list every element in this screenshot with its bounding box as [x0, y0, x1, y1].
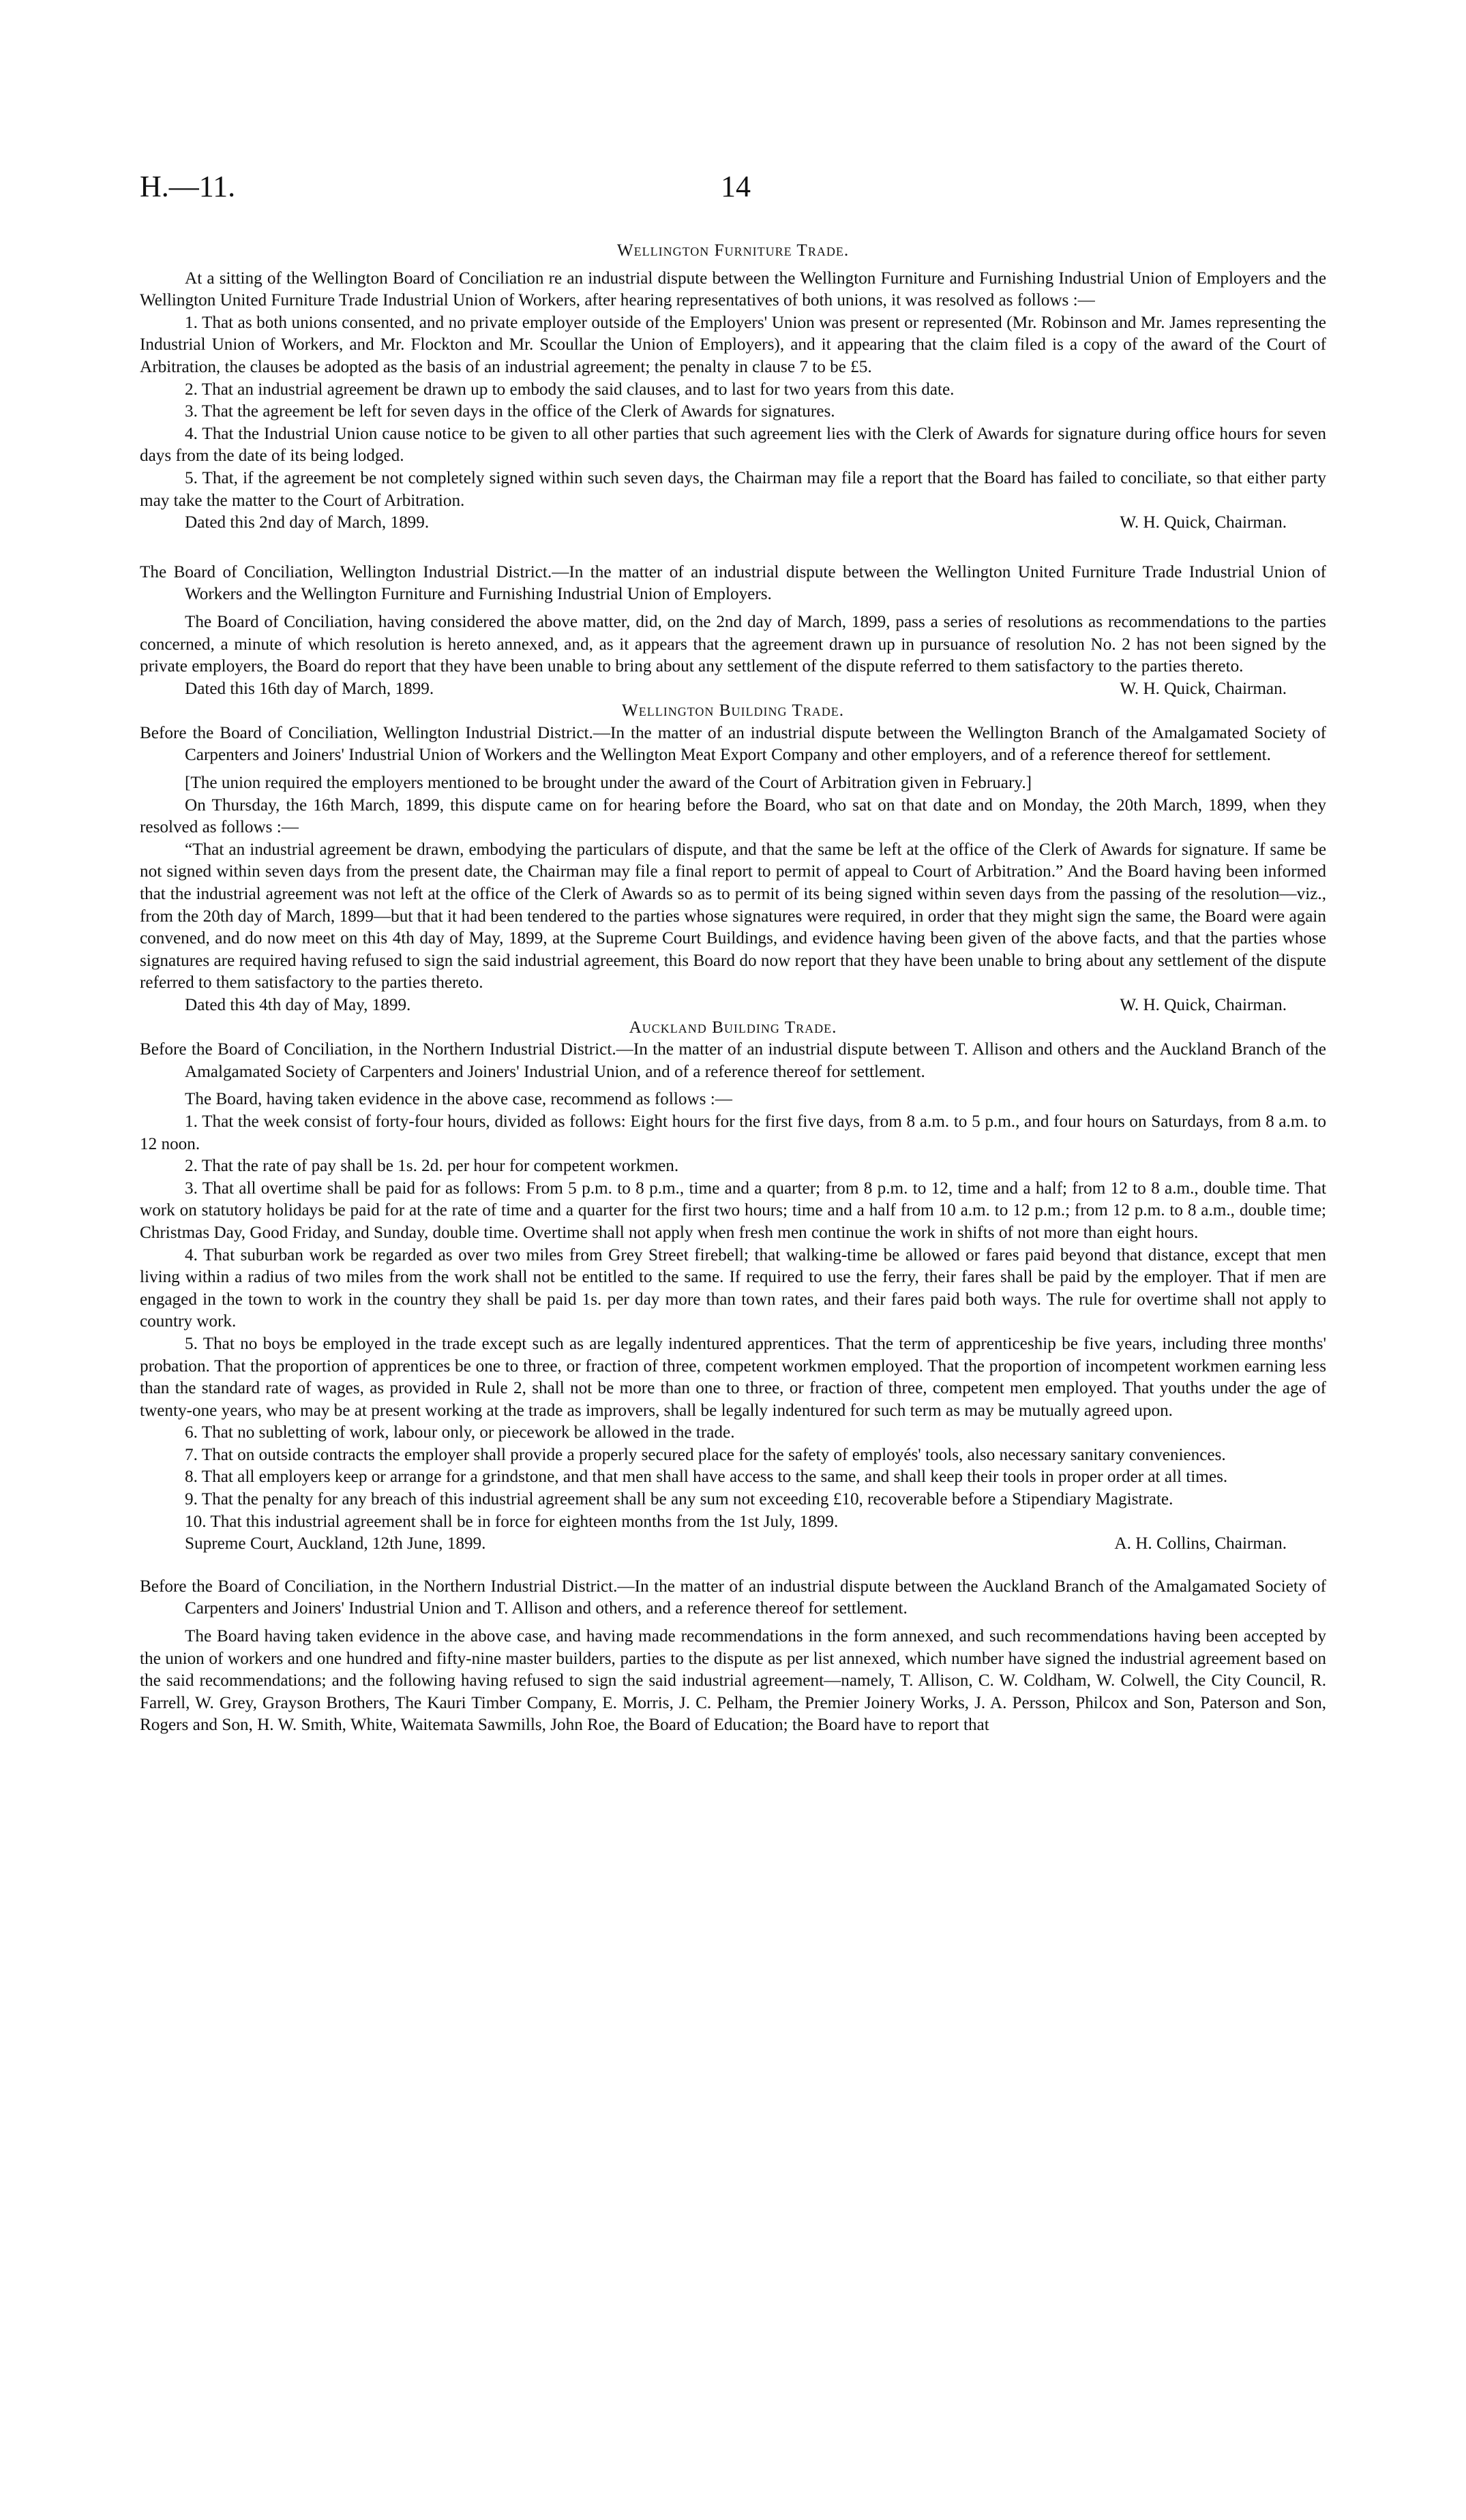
section4-item-6: 6. That no subletting of work, labour only, or piecework be allowed in the trade. [185, 1423, 735, 1442]
section4-signatory: A. H. Collins, Chairman. [1114, 1534, 1287, 1553]
section4-intro: The Board, having taken evidence in the above case, recommend as follows :— [185, 1090, 732, 1109]
section1-item-1: 1. That as both unions consented, and no private employer outside of the Employers' Union was present or represented (Mr. Robinson and Mr. James representing the Industrial Union of Workers, and Mr. Flockton and Mr. Scoullar the Union of Employers), and it appearing that the claim filed is a copy of the award of the Court of Arbitration, the clauses be adopted as the basis of an industrial agreement; the penalty in clause 7 to be £5. [140, 313, 1326, 376]
section1-signature-line [140, 512, 1326, 534]
section4-item-9: 9. That the penalty for any breach of this industrial agreement shall be any sum not exceeding £10, recoverable before a Stipendiary Magistrate. [185, 1490, 1173, 1509]
page-number: 14 [721, 170, 751, 203]
section3-note: [The union required the employers mentioned to be brought under the award of the Court of Arbitration given in February.] [185, 774, 1032, 793]
section3-signatory: W. H. Quick, Chairman. [1120, 996, 1287, 1014]
section3-para2: “That an industrial agreement be drawn, embodying the particulars of dispute, and that the same be left at the office of the Clerk of Awards for signature. If same be not signed within seven days from the present date, the Chairman may file a final report to permit of appeal to Court of Arbitration.” And the Board having been informed that the industrial agreement was not left at the office of the Clerk of Awards so as to permit of its being signed within seven days from the passing of the resolution—viz., from the 20th day of March, 1899—but that it had been tendered to the parties whose signatures were required, in order that they might sign the same, the Board were again convened, and do now meet on this 4th day of May, 1899, at the Supreme Court Buildings, and evidence having been given of the above facts, and that the parties whose signatures are required having refused to sign the said industrial agreement, this Board do now report that they have been unable to bring about any settlement of the dispute referred to them satisfactory to the parties thereto. [140, 840, 1326, 992]
section4-caption: Before the Board of Conciliation, in the Northern Industrial District.—In the matter of an industrial dispute between T. Allison and others and the Auckland Branch of the Amalgamated Society of Carpenters and Joiners' Industrial Union, and of a reference thereof for settlement. [140, 1040, 1326, 1081]
section4-signature-line [140, 1533, 1326, 1555]
section5-caption: Before the Board of Conciliation, in the Northern Industrial District.—In the matter of an industrial dispute between the Auckland Branch of the Amalgamated Society of Carpenters and Joiners' Industrial Union and T. Allison and others, and a reference thereof for settlement. [140, 1577, 1326, 1618]
section2-dated: Dated this 16th day of March, 1899. [185, 679, 434, 698]
section2-signatory: W. H. Quick, Chairman. [1120, 679, 1287, 698]
section2-signature-line [140, 678, 1326, 701]
section3-dated: Dated this 4th day of May, 1899. [185, 996, 411, 1014]
section4-dated: Supreme Court, Auckland, 12th June, 1899. [185, 1534, 486, 1553]
section4-item-5: 5. That no boys be employed in the trade except such as are legally indentured apprentices. That the term of apprenticeship be five years, including three months' probation. That the proportion of apprentices be one to three, or fraction of three, competent workmen employed. That the proportion of incompetent workmen earning less than the standard rate of wages, as provided in Rule 2, shall not be more than one to three, or fraction of three, competent men employed. That youths under the age of twenty-one years, who may be at present working at the trade as improvers, shall be legally indentured for such term as may be mutually agreed upon. [140, 1334, 1326, 1420]
section-title-wellington-furniture: Wellington Furniture Trade. [616, 241, 850, 260]
section4-item-1: 1. That the week consist of forty-four hours, divided as follows: Eight hours for the first five days, from 8 a.m. to 5 p.m., and four hours on Saturdays, from 8 a.m. to 12 noon. [140, 1112, 1326, 1153]
section2-body: The Board of Conciliation, having considered the above matter, did, on the 2nd day of March, 1899, pass a series of resolutions as recommendations to the parties concerned, a minute of which resolution is hereto annexed, and, as it appears that the agreement drawn up in pursuance of resolution No. 2 has not been signed by the private employers, the Board do report that they have been unable to bring about any settlement of the dispute referred to them satisfactory to the parties thereto. [140, 612, 1326, 676]
report-code: H.—11. [140, 170, 236, 203]
section3-para1: On Thursday, the 16th March, 1899, this dispute came on for hearing before the Board, who sat on that date and on Monday, the 20th March, 1899, when they resolved as follows :— [140, 795, 1326, 837]
section-title-wellington-building: Wellington Building Trade. [621, 701, 845, 720]
section1-item-4: 4. That the Industrial Union cause notice to be given to all other parties that such agreement lies with the Clerk of Awards for signature during office hours for seven days from the date of its being lodged. [140, 424, 1326, 466]
section3-signature-line [140, 995, 1326, 1017]
section4-item-8: 8. That all employers keep or arrange for a grindstone, and that men shall have access to the same, and shall keep their tools in proper order at all times. [185, 1468, 1228, 1487]
section1-dated: Dated this 2nd day of March, 1899. [185, 513, 430, 532]
section5-body: The Board having taken evidence in the above case, and having made recommendations in the form annexed, and such recommendations having been accepted by the union of workers and one hundred and fifty-nine master builders, parties to the dispute as per list annexed, which number have signed the industrial agreement based on the said recommendations; and the following having refused to sign the said industrial agreement—namely, T. Allison, C. W. Coldham, W. Colwell, the City Council, R. Farrell, W. Grey, Grayson Brothers, The Kauri Timber Company, E. Morris, J. C. Pelham, the Premier Joinery Works, J. A. Persson, Philcox and Son, Paterson and Son, Rogers and Son, H. W. Smith, White, Waitemata Sawmills, John Roe, the Board of Education; the Board have to report that [140, 1627, 1326, 1735]
section-title-auckland-building: Auckland Building Trade. [629, 1018, 837, 1037]
section4-item-10: 10. That this industrial agreement shall be in force for eighteen months from the 1st July, 1899. [185, 1512, 839, 1531]
section1-intro: At a sitting of the Wellington Board of Conciliation re an industrial dispute between the Wellington Furniture and Furnishing Industrial Union of Employers and the Wellington United Furniture Trade Industrial Union of Workers, after hearing representatives of both unions, it was resolved as follows :— [140, 269, 1326, 310]
section4-item-7: 7. That on outside contracts the employer shall provide a properly secured place for the safety of employés' tools, also necessary sanitary conveniences. [185, 1445, 1226, 1464]
section3-caption: Before the Board of Conciliation, Wellington Industrial District.—In the matter of an industrial dispute between the Wellington Branch of the Amalgamated Society of Carpenters and Joiners' Industrial Union of Workers and the Wellington Meat Export Company and other employers, and of a reference thereof for settlement. [140, 723, 1326, 765]
section1-signatory: W. H. Quick, Chairman. [1120, 513, 1287, 532]
section4-item-2: 2. That the rate of pay shall be 1s. 2d. per hour for competent workmen. [185, 1157, 679, 1176]
page-header [140, 169, 1326, 210]
section4-item-4: 4. That suburban work be regarded as over two miles from Grey Street firebell; that walking-time be allowed or fares paid beyond that distance, except that men living within a radius of two miles from the work shall not be entitled to the same. If required to use the ferry, their fares shall be paid by the employer. That if men are engaged in the town to work in the country they shall be paid 1s. per day more than town rates, and their fares paid both ways. The rule for overtime shall not apply to country work. [140, 1245, 1326, 1331]
section4-item-3: 3. That all overtime shall be paid for as follows: From 5 p.m. to 8 p.m., time and a quarter; from 8 p.m. to 12, time and a half; from 12 to 8 a.m., double time. That work on statutory holidays be paid for at the rate of time and a quarter for the first two hours; time and a half from 10 a.m. to 12 p.m.; from 12 p.m. to 8 a.m., double time; Christmas Day, Good Friday, and Sunday, double time. Overtime shall not apply when fresh men continue the work in shifts of not more than eight hours. [140, 1179, 1326, 1242]
section2-caption: The Board of Conciliation, Wellington Industrial District.—In the matter of an industrial dispute between the Wellington United Furniture Trade Industrial Union of Workers and the Wellington Furniture and Furnishing Industrial Union of Employers. [140, 562, 1326, 604]
section1-item-3: 3. That the agreement be left for seven days in the office of the Clerk of Awards for signatures. [185, 402, 835, 421]
section1-item-2: 2. That an industrial agreement be drawn up to embody the said clauses, and to last for two years from this date. [185, 380, 955, 399]
document-body [140, 240, 1326, 1737]
section1-item-5: 5. That, if the agreement be not completely signed within such seven days, the Chairman may file a report that the Board has failed to conciliate, so that either party may take the matter to the Court of Arbitration. [140, 468, 1326, 510]
